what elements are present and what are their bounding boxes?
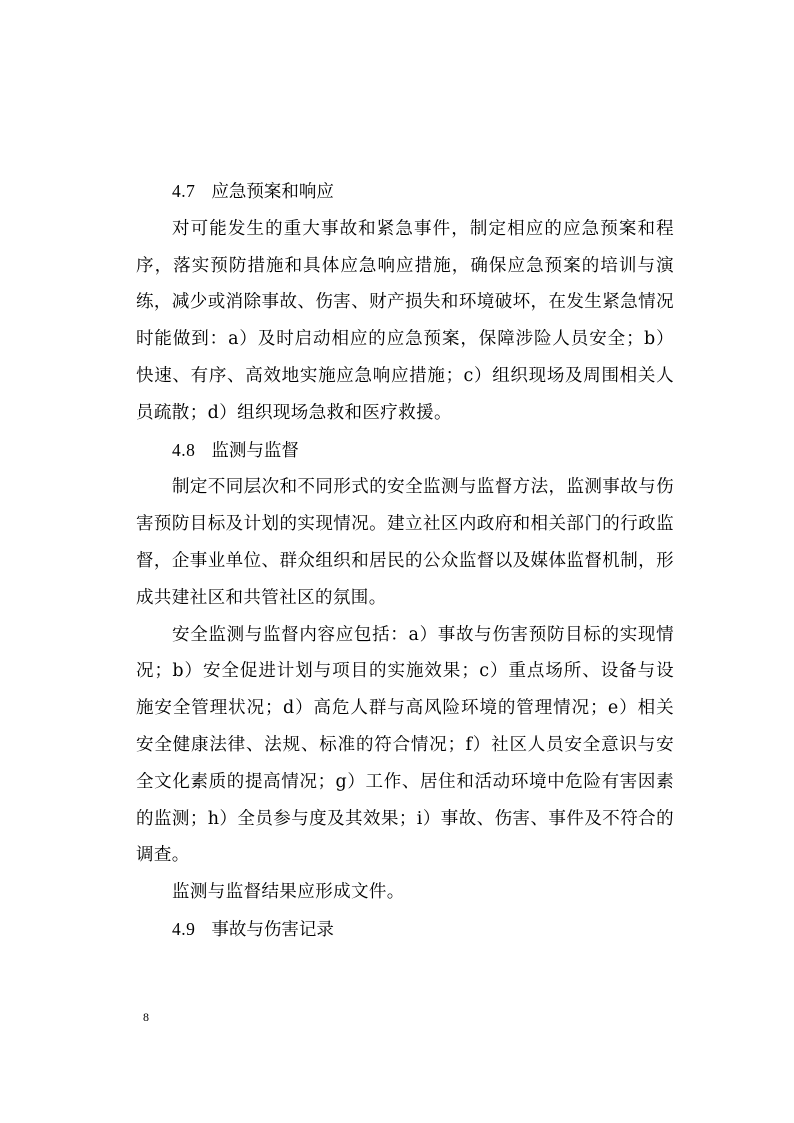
section-heading-4-8	[136, 432, 674, 470]
section-title: 事故与伤害记录	[211, 919, 334, 940]
paragraph-monitoring-methods: 制定不同层次和不同形式的安全监测与监督方法，监测事故与伤害预防目标及计划的实现情况。建立社区内政府和相关部门的行政监督，企事业单位、群众组织和居民的公众监督以及媒体监督机制，形成共建社区和共管社区的氛围。	[136, 477, 674, 608]
paragraph-monitoring-contents: 安全监测与监督内容应包括：a）事故与伤害预防目标的实现情况；b）安全促进计划与项目的实施效果；c）重点场所、设备与设施安全管理状况；d）高危人群与高风险环境的管理情况；e）相关安全健康法律、法规、标准的符合情况；f）社区人员安全意识与安全文化素质的提高情况；g）工作、居住和活动环境中危险有害因素的监测；h）全员参与度及其效果；i）事故、伤害、事件及不符合的调查。	[136, 624, 674, 866]
section-heading-4-9	[136, 911, 674, 949]
section-title: 监测与监督	[211, 440, 299, 461]
section-number: 4.9	[172, 918, 196, 939]
section-title: 应急预案和响应	[211, 182, 334, 202]
section-number: 4.8	[172, 439, 196, 460]
paragraph-emergency-plan: 对可能发生的重大事故和紧急事件，制定相应的应急预案和程序，落实预防措施和具体应急响应措施，确保应急预案的培训与演练，减少或消除事故、伤害、财产损失和环境破坏，在发生紧急情况时能做到：a）及时启动相应的应急预案，保障涉险人员安全；b）快速、有序、高效地实施应急响应措施；c）组织现场及周围相关人员疏散；d）组织现场急救和医疗救援。	[136, 218, 674, 423]
document-body	[136, 173, 674, 949]
page-number: 8	[143, 1010, 149, 1024]
paragraph-monitoring-documents: 监测与监督结果应形成文件。	[172, 882, 405, 903]
section-number: 4.7	[172, 181, 196, 201]
section-heading-4-7	[136, 173, 674, 211]
